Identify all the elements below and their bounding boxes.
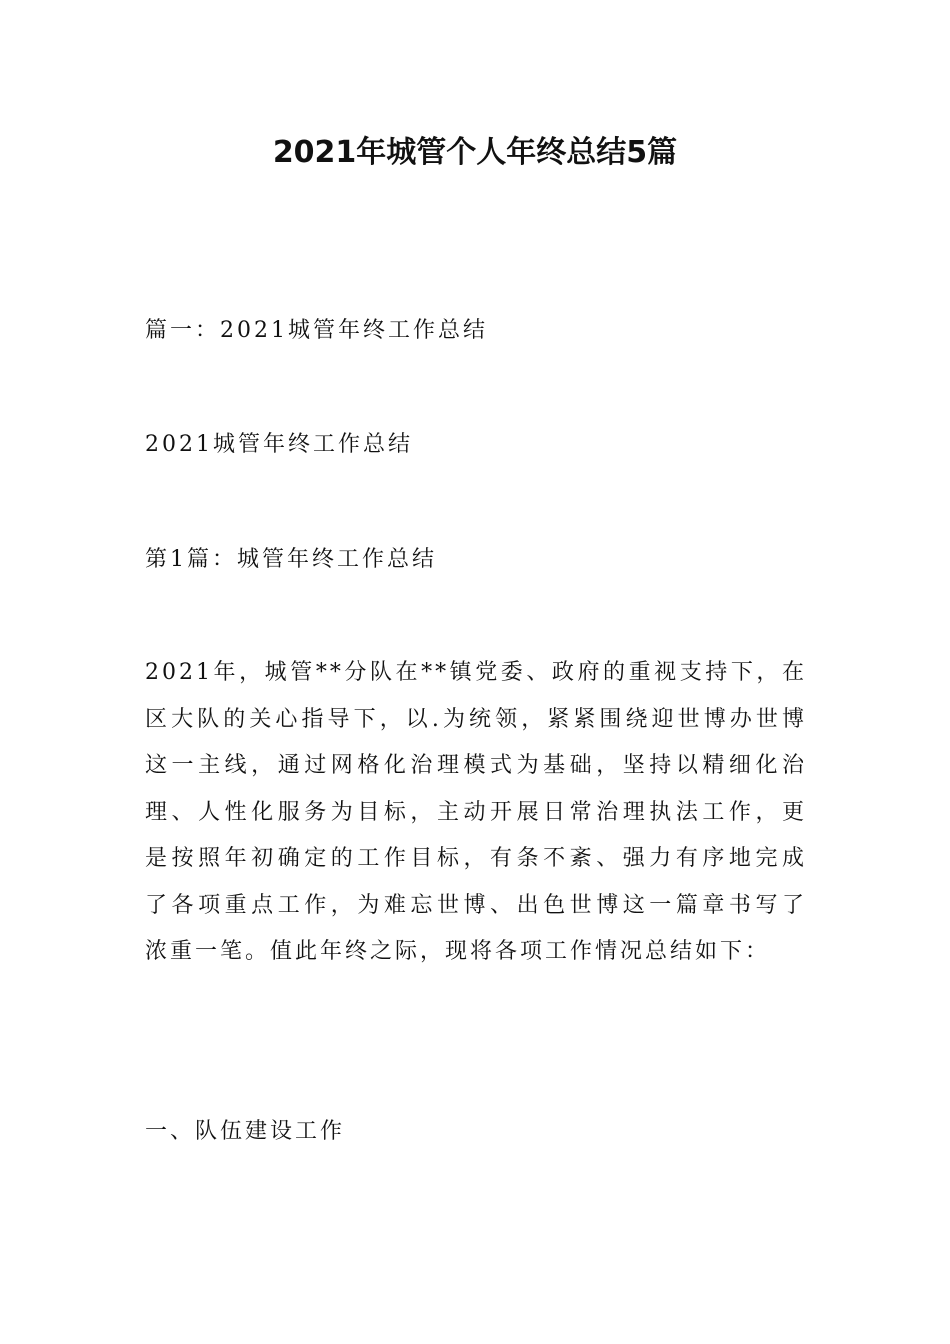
document-title: 2021年城管个人年终总结5篇 xyxy=(272,135,678,170)
paragraph-line: 理、人性化服务为目标，主动开展日常治理执法工作，更 xyxy=(145,799,807,825)
paragraph-line: 2021年，城管**分队在**镇党委、政府的重视支持下，在 xyxy=(145,660,807,685)
paragraph-line: 浓重一笔。值此年终之际，现将各项工作情况总结如下： xyxy=(145,939,771,964)
paragraph-line: 是按照年初确定的工作目标，有条不紊、强力有序地完成 xyxy=(145,846,807,871)
subsection-heading: 一、队伍建设工作 xyxy=(145,1119,346,1144)
chapter-heading: 第1篇：城管年终工作总结 xyxy=(145,547,437,572)
section-heading: 篇一：2021城管年终工作总结 xyxy=(145,318,488,343)
paragraph-line: 区大队的关心指导下，以.为统领，紧紧围绕迎世博办世博 xyxy=(145,706,807,732)
section-subtitle: 2021城管年终工作总结 xyxy=(145,432,413,457)
paragraph-line: 这一主线，通过网格化治理模式为基础，坚持以精细化治 xyxy=(145,753,807,778)
paragraph-line: 了各项重点工作，为难忘世博、出色世博这一篇章书写了 xyxy=(145,892,807,918)
body-paragraph xyxy=(145,655,807,981)
